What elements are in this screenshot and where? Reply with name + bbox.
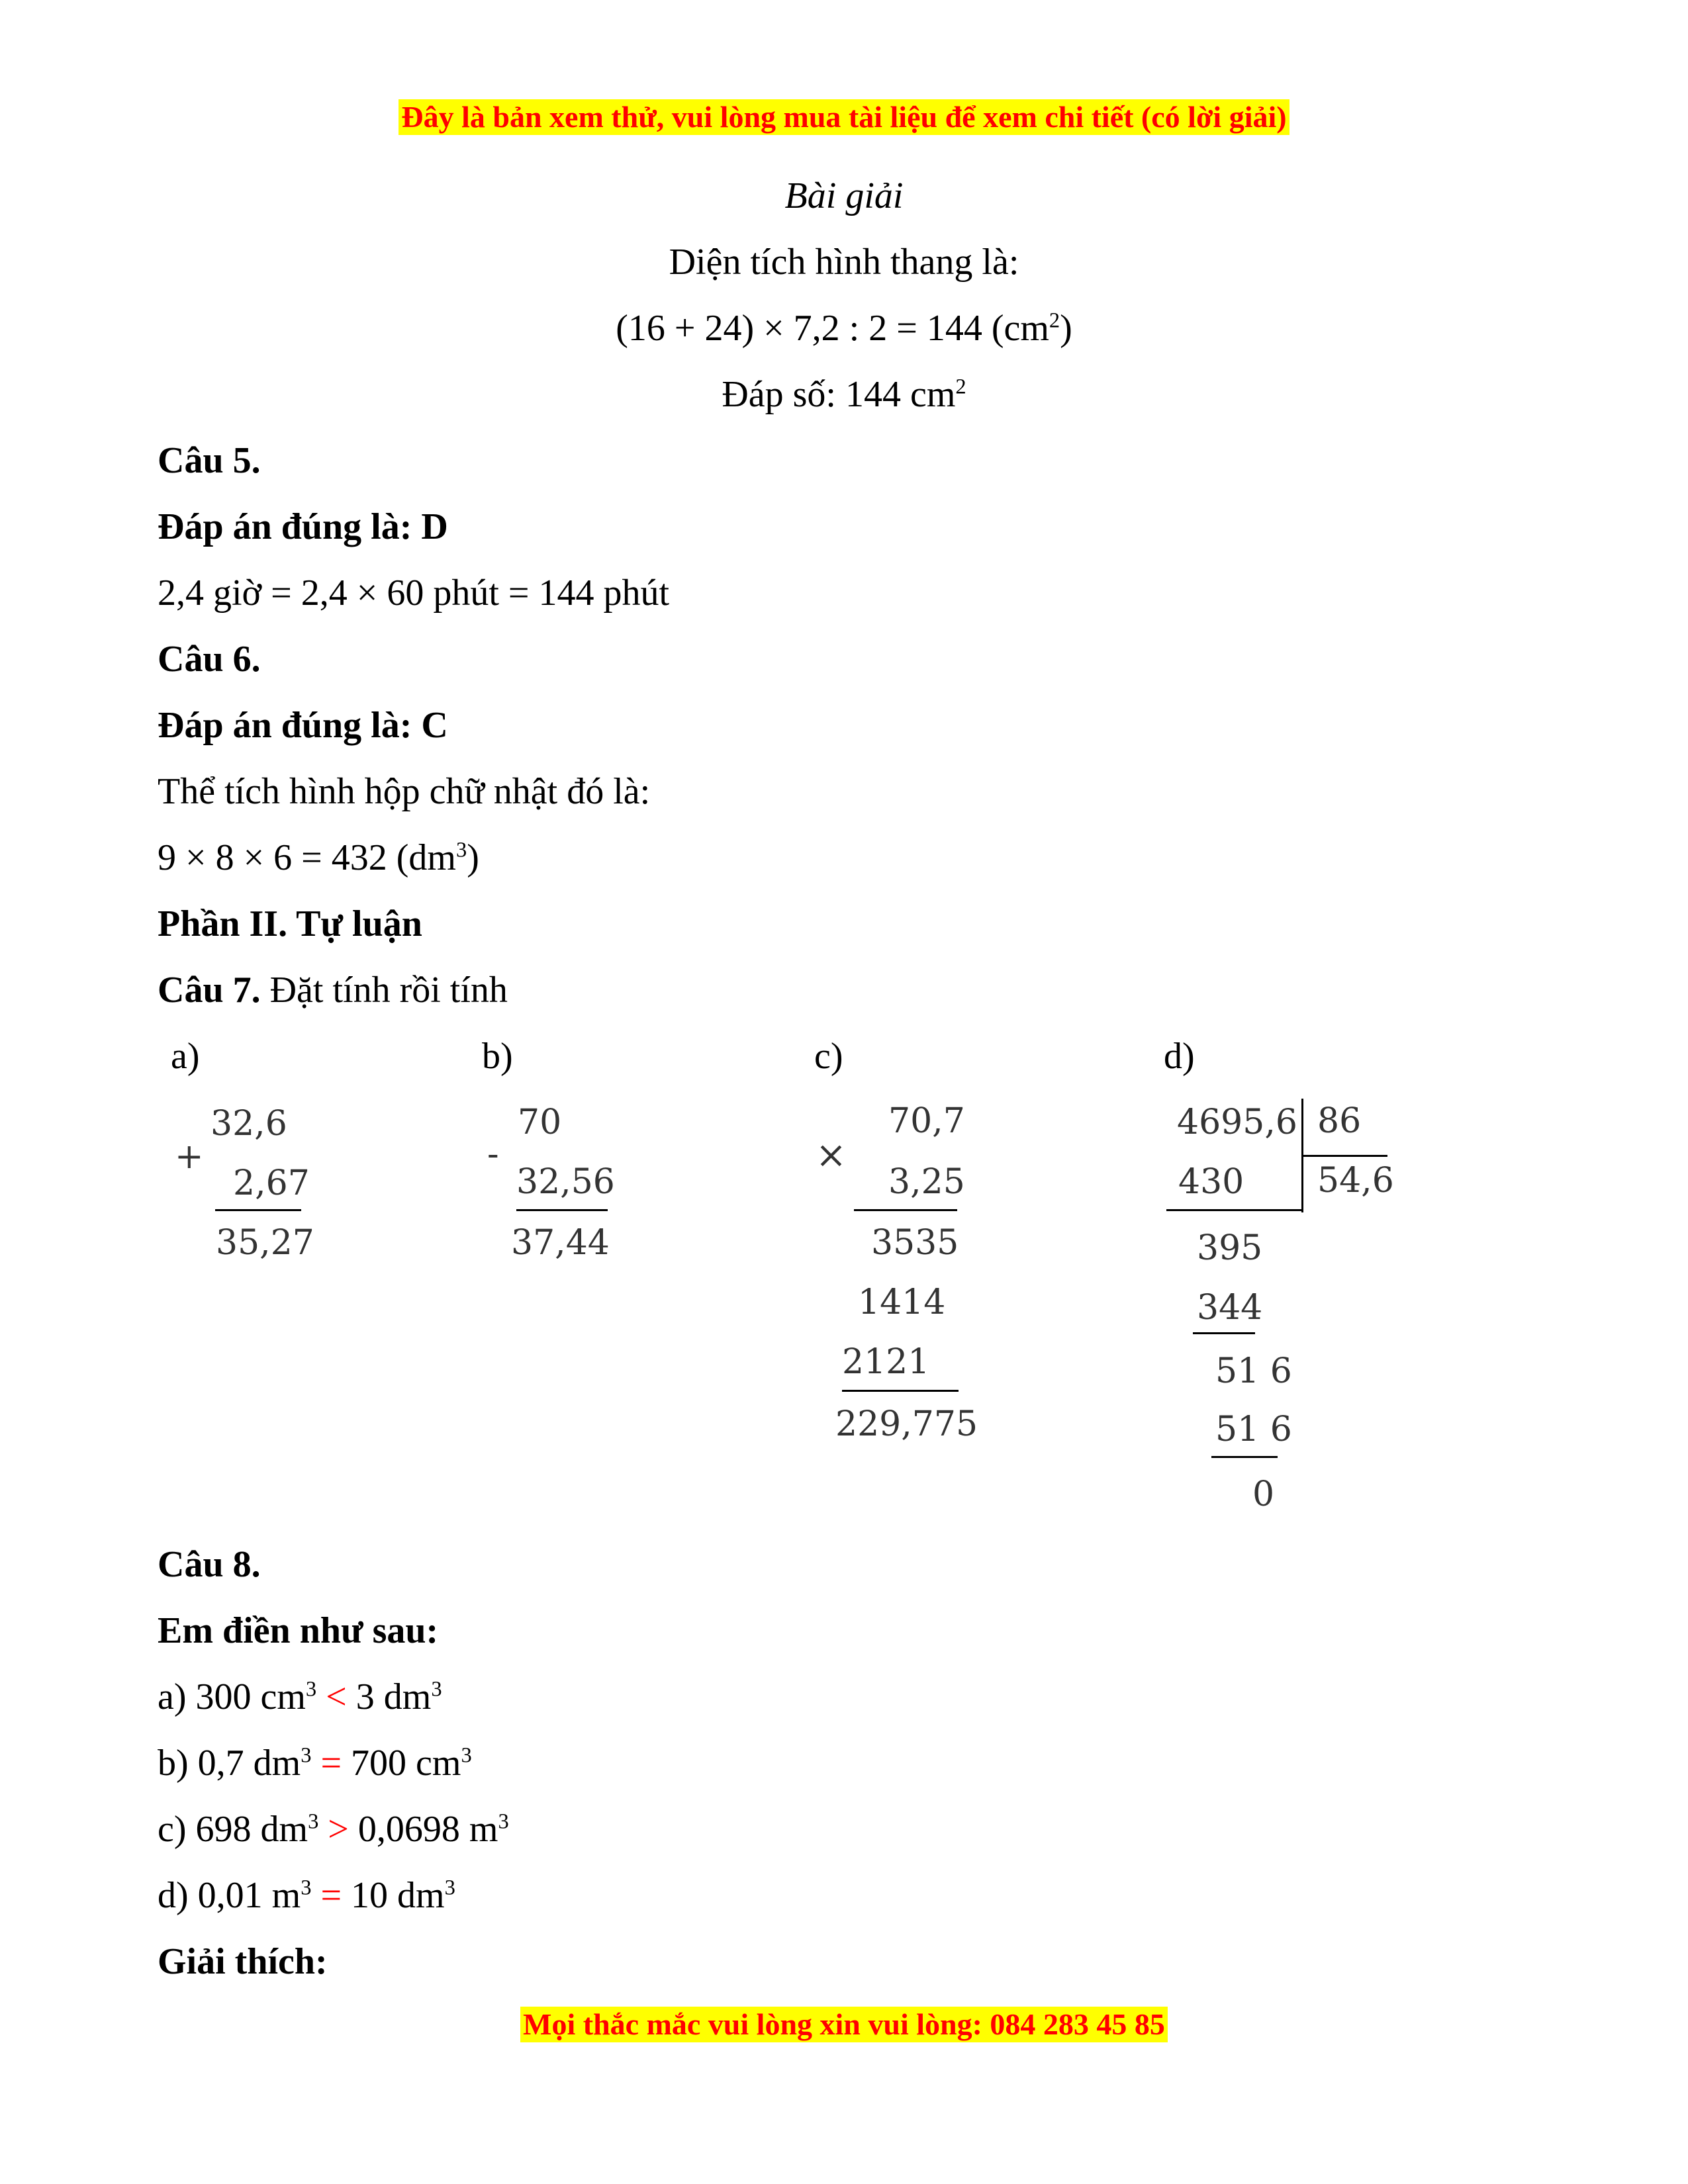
q7-a-label: a) [171, 1036, 200, 1077]
comparison-sign: = [311, 1743, 352, 1784]
q5-explain: 2,4 giờ = 2,4 × 60 phút = 144 phút [158, 572, 670, 614]
q7-d-rule-3 [1211, 1456, 1278, 1458]
q7-b-minus-sign: - [487, 1134, 499, 1174]
q7-c-operand-1: 70,7 [888, 1101, 965, 1141]
q7-c-label: c) [814, 1036, 843, 1077]
solution-answer: Đáp số: 144 $cm^2$ [722, 374, 966, 415]
q7-c-result: 229,775 [835, 1404, 978, 1444]
q8-item-b: b) 0,7 $dm^3 = 700$ $cm^3$ [158, 1743, 472, 1784]
q7-a-rule [215, 1209, 301, 1211]
q7-d-remainder-1: 395 [1197, 1228, 1263, 1268]
q7-b-label: b) [482, 1036, 513, 1077]
q7-d-dividend: 4695,6 [1177, 1103, 1297, 1142]
q7-b-operand-1: 70 [518, 1103, 562, 1142]
part2-title: Phần II. Tự luận [158, 903, 422, 944]
q6-calc: 9 × 8 × 6 = 432 $(dm^3)$ [158, 837, 479, 878]
q7-d-quotient: 54,6 [1317, 1161, 1394, 1201]
q7-b-operand-2: 32,56 [516, 1162, 615, 1202]
solution-formula: (16 + 24) × 7,2 : 2 = 144 $(cm^2)$ [616, 308, 1072, 349]
q7-d-subtract-3: 51 6 [1215, 1410, 1292, 1449]
solution-heading: Bài giải [784, 175, 904, 216]
q8-item-d: d) 0,01 $m^3 = 10$ $dm^3$ [158, 1875, 455, 1916]
q6-title: Câu 6. [158, 639, 261, 680]
q7-a-operand-2: 2,67 [233, 1163, 310, 1203]
contact-banner-row [0, 2007, 1688, 2042]
q7-c-rule-2 [842, 1390, 959, 1392]
q7-a-result: 35,27 [216, 1223, 314, 1263]
q7-c-partial-2: 1414 [858, 1283, 946, 1322]
q7-d-divisor: 86 [1317, 1101, 1362, 1141]
comparison-sign: = [311, 1875, 352, 1916]
q7-d-rule-1 [1166, 1209, 1301, 1211]
q7-d-rule-2 [1193, 1332, 1255, 1334]
q7-d-remainder-2: 51 6 [1215, 1351, 1292, 1391]
q6-explain: Thể tích hình hộp chữ nhật đó là: [158, 771, 651, 812]
solution-line: Diện tích hình thang là: [669, 242, 1019, 283]
q7-d-subtract-2: 344 [1197, 1288, 1263, 1328]
q5-answer: Đáp án đúng là: D [158, 506, 448, 547]
q7-c-rule-1 [854, 1209, 957, 1211]
contact-banner: Mọi thắc mắc vui lòng xin vui lòng: 084 283 45 85 [520, 2007, 1168, 2042]
comparison-sign: < [316, 1676, 356, 1717]
q6-answer: Đáp án đúng là: C [158, 705, 448, 746]
q7-c-partial-3: 2121 [842, 1342, 930, 1382]
q7-d-label: d) [1164, 1036, 1195, 1077]
comparison-sign: > [318, 1809, 358, 1850]
q7-b-rule [516, 1209, 608, 1211]
q7-d-quotient-rule [1301, 1155, 1387, 1157]
q7-a-operand-1: 32,6 [211, 1104, 287, 1144]
q7-c-operand-2: 3,25 [888, 1162, 965, 1202]
q7-b-result: 37,44 [511, 1223, 610, 1263]
q7-d-subtract-1: 430 [1178, 1162, 1244, 1202]
q8-title: Câu 8. [158, 1544, 261, 1585]
q8-explain-title: Giải thích: [158, 1941, 328, 1982]
q7-c-times-sign: × [816, 1134, 847, 1177]
preview-banner: Đây là bản xem thử, vui lòng mua tài liệu để xem chi tiết (có lời giải) [399, 99, 1289, 135]
q7-heading: Câu 7. Đặt tính rồi tính [158, 970, 508, 1011]
q5-title: Câu 5. [158, 440, 261, 481]
q7-d-remainder-3: 0 [1252, 1475, 1275, 1514]
q8-item-a: a) 300 $cm^3 < 3$ $dm^3$ [158, 1676, 442, 1717]
q8-item-c: c) 698 $dm^3 > 0,0698$ $m^3$ [158, 1809, 509, 1850]
preview-banner-row [0, 99, 1688, 135]
q7-c-partial-1: 3535 [871, 1223, 959, 1263]
q7-a-plus-sign: + [175, 1137, 204, 1177]
q8-intro: Em điền như sau: [158, 1610, 439, 1651]
